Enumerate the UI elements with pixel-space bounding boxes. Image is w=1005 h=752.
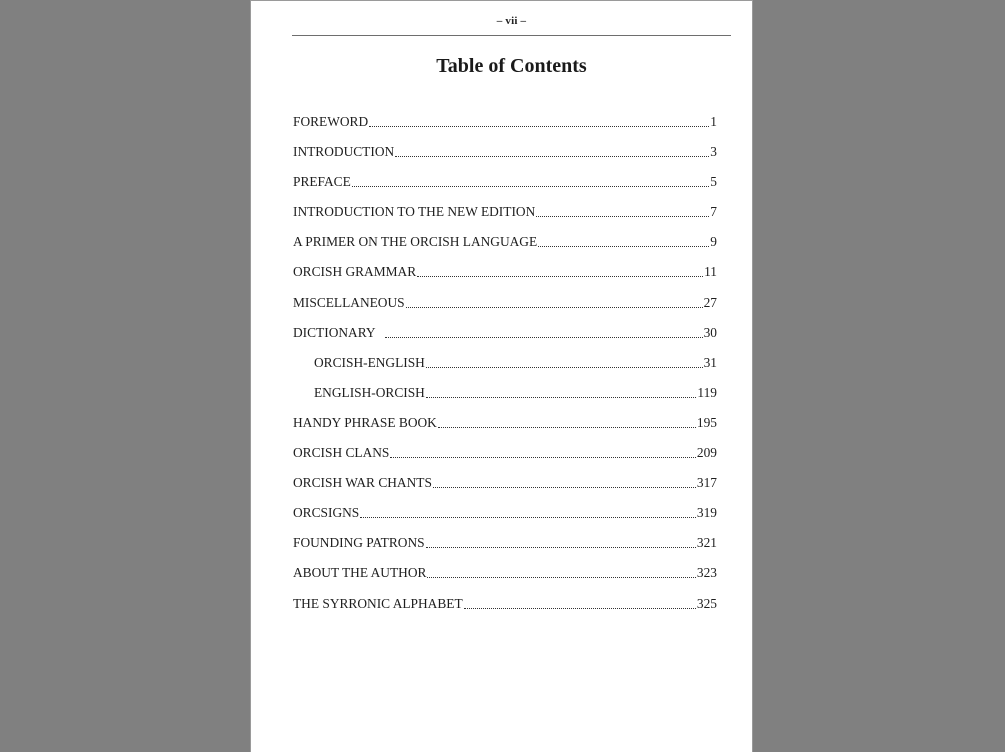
dot-leader bbox=[390, 444, 696, 458]
toc-entry-label: THE SYRRONIC ALPHABET bbox=[293, 595, 463, 611]
dot-leader bbox=[417, 263, 703, 277]
dot-leader bbox=[426, 534, 696, 548]
toc-entry-page: 7 bbox=[710, 204, 717, 220]
dot-leader bbox=[464, 595, 696, 609]
toc-entry[interactable] bbox=[293, 595, 717, 625]
dot-leader bbox=[438, 414, 696, 428]
toc-subentry[interactable] bbox=[293, 384, 717, 414]
toc-entry[interactable] bbox=[293, 414, 717, 444]
toc-entry-label: MISCELLANEOUS bbox=[293, 294, 405, 310]
toc-entry-page: 195 bbox=[696, 414, 717, 430]
toc-entry[interactable] bbox=[293, 444, 717, 474]
toc-entry-page: 30 bbox=[703, 324, 717, 340]
toc-entry-page: 1 bbox=[710, 114, 717, 129]
toc-entry-label: ORCISH CLANS bbox=[293, 445, 390, 461]
toc-entry-label: ORCSIGNS bbox=[293, 505, 360, 521]
toc-entry-page: 323 bbox=[696, 565, 717, 581]
document-page bbox=[251, 1, 752, 752]
toc-entry[interactable] bbox=[293, 324, 717, 354]
dot-leader bbox=[538, 233, 709, 247]
toc-entry-page: 31 bbox=[703, 354, 717, 370]
toc-entry[interactable] bbox=[293, 233, 717, 263]
toc-entry-label: ORCISH GRAMMAR bbox=[293, 264, 417, 280]
toc-entry[interactable] bbox=[293, 113, 717, 143]
dot-leader bbox=[385, 324, 703, 338]
toc-entry[interactable] bbox=[293, 143, 717, 173]
toc-entry-label: ENGLISH-ORCISH bbox=[314, 384, 425, 400]
toc-entry-label: FOREWORD bbox=[293, 114, 369, 129]
toc-entry[interactable] bbox=[293, 474, 717, 504]
toc-entry-label: ORCISH-ENGLISH bbox=[314, 354, 425, 370]
dot-leader bbox=[352, 173, 710, 187]
dot-leader bbox=[395, 143, 709, 157]
toc-entry-page: 3 bbox=[710, 144, 717, 160]
toc-entry-label: INTRODUCTION TO THE NEW EDITION bbox=[293, 204, 536, 220]
toc-entry-label: A PRIMER ON THE ORCISH LANGUAGE bbox=[293, 234, 538, 250]
toc-entry-label: ORCISH WAR CHANTS bbox=[293, 475, 432, 491]
toc-entry-label: ABOUT THE AUTHOR bbox=[293, 565, 427, 581]
toc-entry[interactable] bbox=[293, 203, 717, 233]
toc-entry-page: 11 bbox=[704, 264, 717, 280]
toc-entry-page: 317 bbox=[696, 475, 717, 491]
dot-leader bbox=[360, 504, 696, 518]
header-divider bbox=[292, 35, 731, 36]
toc-entry-page: 321 bbox=[696, 535, 717, 551]
dot-leader bbox=[536, 203, 709, 217]
toc-entry-page: 119 bbox=[697, 384, 717, 400]
toc-entry-page: 209 bbox=[696, 445, 717, 461]
toc-entry[interactable] bbox=[293, 173, 717, 203]
toc-entry-page: 5 bbox=[710, 174, 717, 190]
dot-leader bbox=[369, 113, 709, 127]
toc-entry-label: DICTIONARY bbox=[293, 324, 376, 340]
dot-leader bbox=[406, 294, 703, 308]
dot-leader bbox=[426, 384, 697, 398]
toc-entry[interactable] bbox=[293, 263, 717, 293]
toc-entry-page: 325 bbox=[696, 595, 717, 611]
toc-subentry[interactable] bbox=[293, 354, 717, 384]
toc-entry-label: PREFACE bbox=[293, 174, 351, 190]
dot-leader bbox=[427, 564, 695, 578]
page-title: Table of Contents bbox=[436, 55, 587, 77]
dot-leader bbox=[426, 354, 703, 368]
toc-entry-label: INTRODUCTION bbox=[293, 144, 395, 160]
toc-entry-page: 27 bbox=[703, 294, 717, 310]
toc-entry-label: FOUNDING PATRONS bbox=[293, 535, 425, 551]
dot-leader bbox=[433, 474, 696, 488]
toc-entry[interactable] bbox=[293, 564, 717, 594]
toc-entry[interactable] bbox=[293, 534, 717, 564]
table-of-contents bbox=[293, 113, 717, 625]
toc-entry-label: HANDY PHRASE BOOK bbox=[293, 414, 437, 430]
toc-entry[interactable] bbox=[293, 504, 717, 534]
toc-entry[interactable] bbox=[293, 294, 717, 324]
page-number-header: – vii – bbox=[496, 15, 527, 27]
toc-entry-page: 9 bbox=[710, 234, 717, 250]
toc-entry-page: 319 bbox=[696, 505, 717, 521]
